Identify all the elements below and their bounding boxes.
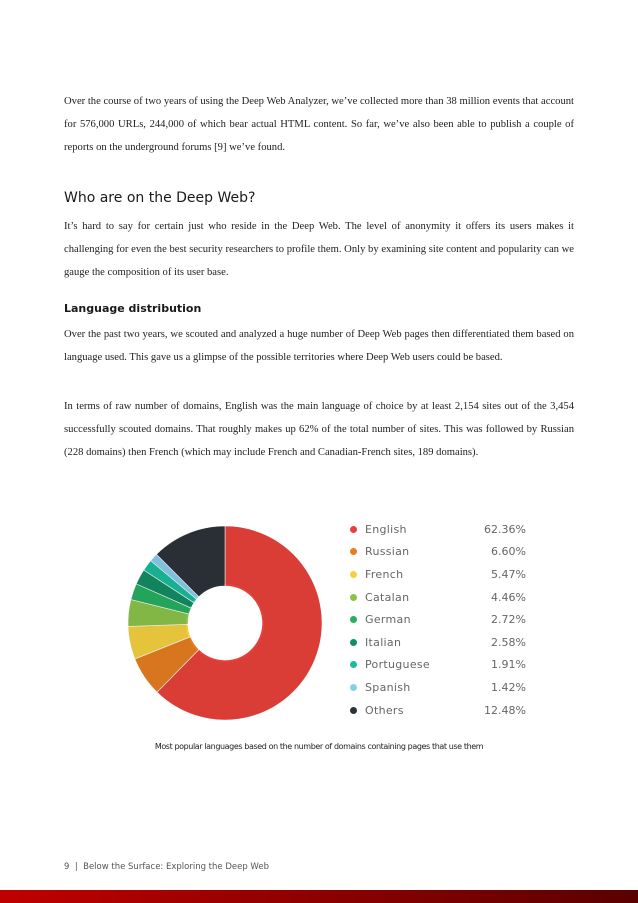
legend-value: 2.72% <box>491 613 526 627</box>
legend-item-french <box>350 563 526 586</box>
legend-dot-icon <box>350 571 357 578</box>
section-heading-who: Who are on the Deep Web? <box>64 190 256 206</box>
legend-dot-icon <box>350 616 357 623</box>
legend-dot-icon <box>350 548 357 555</box>
legend-value: 1.42% <box>491 680 526 694</box>
legend-value: 4.46% <box>491 590 526 604</box>
legend-item-others <box>350 699 526 722</box>
legend-item-portuguese <box>350 654 526 677</box>
legend-label: English <box>365 522 407 536</box>
legend-label: Italian <box>365 635 402 649</box>
legend-item-catalan <box>350 586 526 609</box>
legend-value: 1.91% <box>491 658 526 672</box>
footer-title: Below the Surface: Exploring the Deep Web <box>83 862 269 872</box>
legend-dot-icon <box>350 526 357 533</box>
legend-label: Others <box>365 703 404 717</box>
legend-item-german <box>350 608 526 631</box>
page-footer <box>64 862 269 872</box>
legend-value: 2.58% <box>491 635 526 649</box>
legend-item-italian <box>350 631 526 654</box>
legend-value: 12.48% <box>484 703 526 717</box>
legend-dot-icon <box>350 639 357 646</box>
intro-paragraph: Over the course of two years of using the Deep Web Analyzer, we’ve collected more than 38 million events that account for 576,000 URLs, 244,000 of which bear actual HTML content. So far, we’ve also been able to publish a couple of reports on the underground forums [9] we’ve found. <box>64 96 574 153</box>
chart-caption: Most popular languages based on the number of domains containing pages that use them <box>154 742 484 751</box>
legend-dot-icon <box>350 684 357 691</box>
language-paragraph-2: In terms of raw number of domains, English was the main language of choice by at least 2,154 sites out of the 3,454 successfully scouted domains. That roughly makes up 62% of the total number of sites. This was followed by Russian (228 domains) then French (which may include French and Canadian-French sites, 189 domains). <box>64 401 574 458</box>
legend-dot-icon <box>350 594 357 601</box>
legend-value: 6.60% <box>491 545 526 559</box>
legend-item-spanish <box>350 676 526 699</box>
legend-value: 5.47% <box>491 567 526 581</box>
footer-separator: | <box>74 862 78 872</box>
legend-dot-icon <box>350 707 357 714</box>
legend-label: Russian <box>365 545 410 559</box>
bottom-brand-bar <box>0 890 638 903</box>
legend-value: 62.36% <box>484 522 526 536</box>
legend-item-english <box>350 518 526 541</box>
legend-label: French <box>365 567 404 581</box>
legend-label: Portuguese <box>365 658 430 672</box>
legend-label: Catalan <box>365 590 410 604</box>
who-paragraph: It’s hard to say for certain just who reside in the Deep Web. The level of anonymity it offers its users makes it challenging for even the best security researchers to profile them. Only by examining site content and popularity can we gauge the composition of its user base. <box>64 221 574 278</box>
subheading-language-distribution: Language distribution <box>64 302 202 315</box>
page-number: 9 <box>64 862 70 872</box>
legend-item-russian <box>350 541 526 564</box>
chart-legend <box>350 518 526 721</box>
legend-label: German <box>365 613 411 627</box>
language-paragraph-1: Over the past two years, we scouted and analyzed a huge number of Deep Web pages then differentiated them based on language used. This gave us a glimpse of the possible territories where Deep Web users could be based. <box>64 329 574 363</box>
donut-shading-ring <box>157 555 293 691</box>
legend-dot-icon <box>350 661 357 668</box>
language-donut-chart <box>120 518 330 728</box>
legend-label: Spanish <box>365 680 411 694</box>
